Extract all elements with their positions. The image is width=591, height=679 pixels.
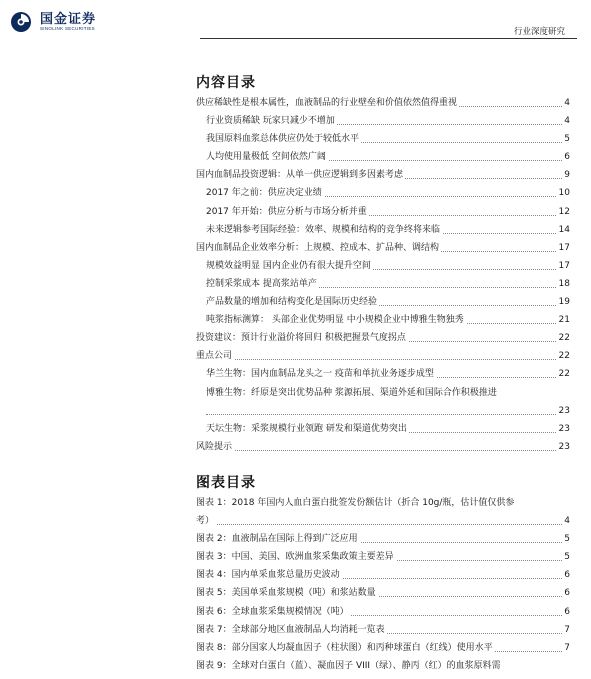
toc-entry-text: 我国原料血浆总体供应仍处于较低水平 xyxy=(206,134,360,145)
figure-entry-page: 5 xyxy=(562,548,570,566)
figure-entry-page: 7 xyxy=(562,639,570,657)
figure-entry[interactable] xyxy=(196,639,570,657)
figure-entry[interactable] xyxy=(196,566,570,584)
toc-leader-dots xyxy=(196,359,570,360)
toc-entry-page: 5 xyxy=(562,130,570,148)
page-header xyxy=(0,0,591,40)
toc-entry-text: 国内血制品投资逻辑：从单一供应逻辑到多因素考虑 xyxy=(196,170,404,181)
figure-entry-text: 图表 1：2018 年国内人血白蛋白批签发份额估计（折合 10g/瓶，估计值仅供参 xyxy=(196,498,515,508)
toc-entry-text: 控制采浆成本 提高浆站单产 xyxy=(206,278,317,289)
toc-entry[interactable] xyxy=(196,166,570,184)
toc-entry-text: 吨浆指标测算： 头部企业优势明显 中小规模企业中博雅生物独秀 xyxy=(206,315,464,326)
toc-entry-page: 18 xyxy=(557,275,570,293)
header-divider xyxy=(200,38,577,39)
toc-entry-page: 17 xyxy=(557,257,570,275)
toc-entry[interactable] xyxy=(196,365,570,383)
figure-entry[interactable] xyxy=(196,621,570,639)
toc-entry[interactable] xyxy=(196,112,570,130)
toc-entry-page: 23 xyxy=(557,420,570,438)
toc-entry[interactable] xyxy=(196,275,570,293)
toc-entry[interactable] xyxy=(196,293,570,311)
toc-entry-page: 22 xyxy=(557,347,570,365)
toc-entry-text: 供应稀缺性是根本属性，血液制品的行业壁垒和价值依然值得重视 xyxy=(196,98,458,108)
toc-entry-text: 行业资质稀缺 玩家只减少不增加 xyxy=(206,116,335,127)
toc-entry[interactable] xyxy=(196,329,570,347)
toc-entry[interactable] xyxy=(196,384,570,420)
company-logo xyxy=(10,11,96,33)
toc-entry-text: 规模效益明显 国内企业仍有很大提升空间 xyxy=(206,260,371,271)
figure-entry[interactable] xyxy=(196,494,570,530)
logo-cn-text: 国金证券 xyxy=(40,11,97,27)
figure-entry-cont: 考） xyxy=(196,516,215,526)
toc-entry[interactable] xyxy=(196,203,570,221)
toc-entry-text: 2017 年之前：供应决定业绩 xyxy=(206,188,322,199)
toc-entry[interactable] xyxy=(196,311,570,329)
toc-entry[interactable] xyxy=(196,438,570,456)
toc-entry[interactable] xyxy=(196,221,570,239)
figure-entry-text: 图表 4：国内单采血浆总量历史波动 xyxy=(196,570,340,581)
figure-entry[interactable] xyxy=(196,603,570,621)
toc-entry-text: 重点公司 xyxy=(196,351,233,362)
toc-title: 内容目录 xyxy=(196,75,256,91)
document-type: 行业深度研究 xyxy=(513,27,565,37)
figure-entry-page: 7 xyxy=(562,621,570,639)
figure-entry-page: 6 xyxy=(562,603,570,621)
figure-entry[interactable] xyxy=(196,657,570,675)
toc-entry-page: 17 xyxy=(557,239,570,257)
toc-entry[interactable] xyxy=(196,239,570,257)
figures-title: 图表目录 xyxy=(196,475,256,491)
toc-entry-page: 4 xyxy=(562,94,570,112)
figure-entry-text: 图表 7：全球部分地区血液制品人均消耗一览表 xyxy=(196,624,385,635)
toc-entry[interactable] xyxy=(196,148,570,166)
figures-list xyxy=(196,494,570,675)
toc-entry-page: 9 xyxy=(562,166,570,184)
figure-entry[interactable] xyxy=(196,548,570,566)
toc-entry-text: 产品数量的增加和结构变化是国际历史经验 xyxy=(206,297,378,308)
toc-entry-page: 14 xyxy=(557,221,570,239)
toc-entry[interactable] xyxy=(196,347,570,365)
toc-entry-text: 天坛生物：采浆规模行业领跑 研发和渠道优势突出 xyxy=(206,423,407,434)
figure-entry[interactable] xyxy=(196,530,570,548)
toc-entry-page: 10 xyxy=(557,184,570,202)
figure-entry-page: 6 xyxy=(562,566,570,584)
toc-entry-text: 华兰生物：国内血制品龙头之一 疫苗和单抗业务逐步成型 xyxy=(206,369,434,380)
figure-entry-text: 图表 6：全球血浆采集规模情况（吨） xyxy=(196,606,349,617)
toc-entry-text: 国内血制品企业效率分析：上规模、控成本、扩品种、调结构 xyxy=(196,242,440,253)
figure-entry-text: 图表 9：全球对白蛋白（蓝）、凝血因子 VIII（绿）、静丙（红）的血浆原料需 xyxy=(196,660,501,671)
toc-entry-page: 6 xyxy=(562,148,570,166)
logo-en-text: SINOLINK SECURITIES xyxy=(40,25,95,31)
toc-entry[interactable] xyxy=(196,130,570,148)
figure-entry[interactable] xyxy=(196,584,570,602)
toc-entry-page: 22 xyxy=(557,365,570,383)
toc-leader-dots xyxy=(196,450,570,451)
toc-entry-text: 风险提示 xyxy=(196,441,233,452)
toc-entry-page: 22 xyxy=(557,329,570,347)
figure-entry-text: 图表 8：部分国家人均凝血因子（柱状图）和丙种球蛋白（红线）使用水平 xyxy=(196,642,493,653)
figure-entry-page: 5 xyxy=(562,530,570,548)
toc-entry[interactable] xyxy=(196,94,570,112)
figure-entry-page: 6 xyxy=(562,584,570,602)
toc-entry-text: 人均使用量极低 空间依然广阔 xyxy=(206,152,326,163)
toc-list xyxy=(196,94,570,456)
toc-entry-text: 未来逻辑参考国际经验：效率、规模和结构的竞争终将来临 xyxy=(206,224,441,235)
toc-entry-page: 19 xyxy=(557,293,570,311)
toc-entry-page: 4 xyxy=(562,112,570,130)
toc-entry-text: 2017 年开始：供应分析与市场分析并重 xyxy=(206,206,367,217)
logo-mark-icon xyxy=(10,11,36,33)
figure-entry-page: 4 xyxy=(562,512,570,530)
figure-leader-dots xyxy=(196,524,570,525)
figure-entry-text: 图表 3：中国、美国、欧洲血浆采集政策主要差异 xyxy=(196,552,394,563)
figure-entry-text: 图表 5：美国单采血浆规模（吨）和浆站数量 xyxy=(196,588,376,599)
toc-entry[interactable] xyxy=(196,184,570,202)
toc-entry[interactable] xyxy=(196,420,570,438)
toc-entry-page: 12 xyxy=(557,203,570,221)
figure-entry-text: 图表 2：血液制品在国际上得到广泛应用 xyxy=(196,534,358,545)
toc-entry-page: 23 xyxy=(557,402,570,420)
toc-leader-dots xyxy=(206,414,570,415)
toc-entry-page: 23 xyxy=(557,438,570,456)
toc-entry-text: 博雅生物：纤原是突出优势品种 浆源拓展、渠道外延和国际合作积极推进 xyxy=(206,387,497,398)
toc-entry[interactable] xyxy=(196,257,570,275)
toc-entry-page: 21 xyxy=(557,311,570,329)
toc-entry-text: 投资建议：预计行业溢价将回归 积极把握景气度拐点 xyxy=(196,333,406,344)
